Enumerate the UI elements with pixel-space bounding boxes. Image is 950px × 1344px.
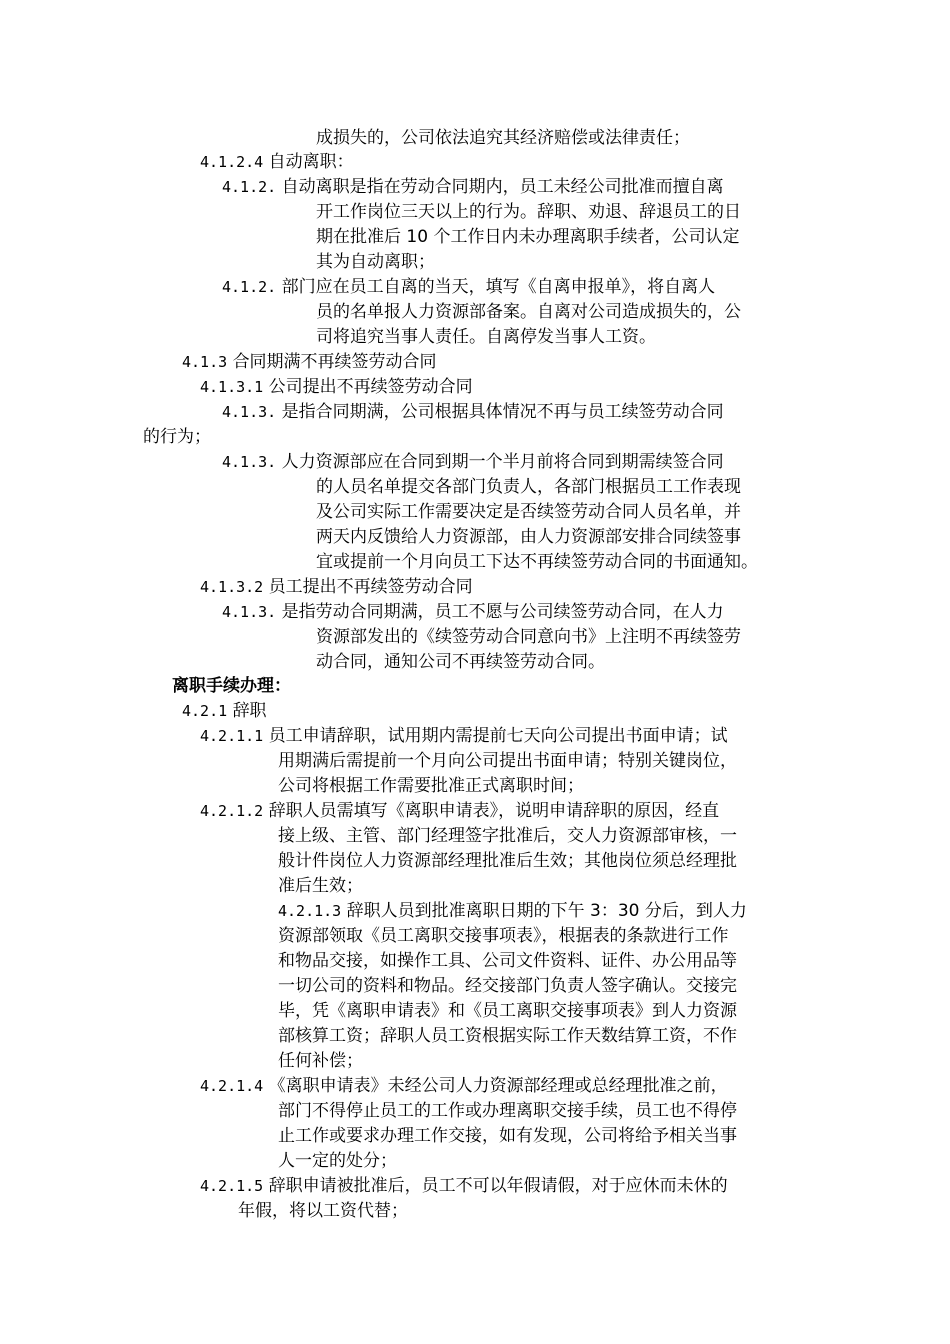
paragraph-line: 动合同，通知公司不再续签劳动合同。 [316,652,605,672]
paragraph-line: 其为自动离职； [316,252,435,272]
paragraph-line: 4.1.3. 是指合同期满，公司根据具体情况不再与员工续签劳动合同 [222,402,724,422]
section-heading-4-1-3-1: 4.1.3.1 公司提出不再续签劳动合同 [200,377,473,397]
section-heading-4-1-3-2: 4.1.3.2 员工提出不再续签劳动合同 [200,577,473,597]
section-heading-4-1-3: 4.1.3 合同期满不再续签劳动合同 [182,352,437,372]
paragraph-line: 用期满后需提前一个月向公司提出书面申请；特别关键岗位， [278,751,737,771]
paragraph-line: 成损失的，公司依法追究其经济赔偿或法律责任； [316,128,690,148]
paragraph-line: 毕，凭《离职申请表》和《员工离职交接事项表》到人力资源 [278,1001,737,1021]
paragraph-line: 4.2.1.4 《离职申请表》未经公司人力资源部经理或总经理批准之前， [200,1076,728,1096]
paragraph-line: 4.2.1.5 辞职申请被批准后，员工不可以年假请假，对于应休而未休的 [200,1176,728,1196]
paragraph-line: 公司将根据工作需要批准正式离职时间； [278,776,584,796]
paragraph-line: 期在批准后 10 个工作日内未办理离职手续者，公司认定 [316,227,740,247]
paragraph-line: 司将追究当事人责任。自离停发当事人工资。 [316,327,656,347]
paragraph-line: 4.1.3. 人力资源部应在合同到期一个半月前将合同到期需续签合同 [222,452,724,472]
section-heading-4-2-1: 4.2.1 辞职 [182,701,267,721]
paragraph-line: 般计件岗位人力资源部经理批准后生效；其他岗位须总经理批 [278,851,737,871]
section-number: 4.2.1.2 [200,802,264,820]
section-number: 4.1.3. [222,403,277,421]
paragraph-line: 4.2.1.1 员工申请辞职，试用期内需提前七天向公司提出书面申请；试 [200,726,728,746]
paragraph-line: 资源部发出的《续签劳动合同意向书》上注明不再续签劳 [316,627,741,647]
paragraph-line: 4.1.3. 是指劳动合同期满，员工不愿与公司续签劳动合同，在人力 [222,602,724,622]
paragraph-line: 4.2.1.2 辞职人员需填写《离职申请表》，说明申请辞职的原因，经直 [200,801,720,821]
paragraph-line: 人一定的处分； [278,1151,397,1171]
section-number: 4.2.1.5 [200,1177,264,1195]
section-number: 4.2.1 [182,702,228,720]
paragraph-line: 止工作或要求办理工作交接，如有发现，公司将给予相关当事 [278,1126,737,1146]
paragraph-line: 宜或提前一个月向员工下达不再续签劳动合同的书面通知。 [316,552,758,572]
paragraph-line: 及公司实际工作需要决定是否续签劳动合同人员名单，并 [316,502,741,522]
paragraph-line: 4.2.1.3 辞职人员到批准离职日期的下午 3：30 分后，到人力 [278,901,747,921]
section-number: 4.1.3. [222,453,277,471]
paragraph-line: 资源部领取《员工离职交接事项表》，根据表的条款进行工作 [278,926,729,946]
section-number: 4.2.1.1 [200,727,264,745]
section-heading-4-1-2-4: 4.1.2.4 自动离职： [200,152,354,172]
section-heading-resignation-procedure: 离职手续办理： [172,676,291,696]
section-number: 4.1.2.4 [200,153,264,171]
paragraph-line: 一切公司的资料和物品。经交接部门负责人签字确认。交接完 [278,976,737,996]
paragraph-line: 接上级、主管、部门经理签字批准后，交人力资源部审核，一 [278,826,737,846]
section-number: 4.1.3 [182,353,228,371]
section-number: 4.1.3.1 [200,378,264,396]
section-number: 4.2.1.4 [200,1077,264,1095]
paragraph-line: 的人员名单提交各部门负责人，各部门根据员工工作表现 [316,477,741,497]
section-number: 4.2.1.3 [278,902,342,920]
section-number: 4.1.3.2 [200,578,264,596]
paragraph-line: 的行为； [143,427,211,447]
paragraph-line: 部门不得停止员工的工作或办理离职交接手续，员工也不得停 [278,1101,737,1121]
paragraph-line: 准后生效； [278,876,363,896]
paragraph-line: 4.1.2. 部门应在员工自离的当天，填写《自离申报单》，将自离人 [222,277,716,297]
paragraph-line: 部核算工资；辞职人员工资根据实际工作天数结算工资，不作 [278,1026,737,1046]
paragraph-line: 4.1.2. 自动离职是指在劳动合同期内，员工未经公司批准而擅自离 [222,177,724,197]
paragraph-line: 和物品交接，如操作工具、公司文件资料、证件、办公用品等 [278,951,737,971]
paragraph-line: 开工作岗位三天以上的行为。辞职、劝退、辞退员工的日 [316,202,741,222]
paragraph-line: 任何补偿； [278,1051,363,1071]
section-number: 4.1.2. [222,278,277,296]
paragraph-line: 年假，将以工资代替； [238,1201,408,1221]
paragraph-line: 员的名单报人力资源部备案。自离对公司造成损失的，公 [316,302,741,322]
paragraph-line: 两天内反馈给人力资源部，由人力资源部安排合同续签事 [316,527,741,547]
section-number: 4.1.3. [222,603,277,621]
section-number: 4.1.2. [222,178,277,196]
